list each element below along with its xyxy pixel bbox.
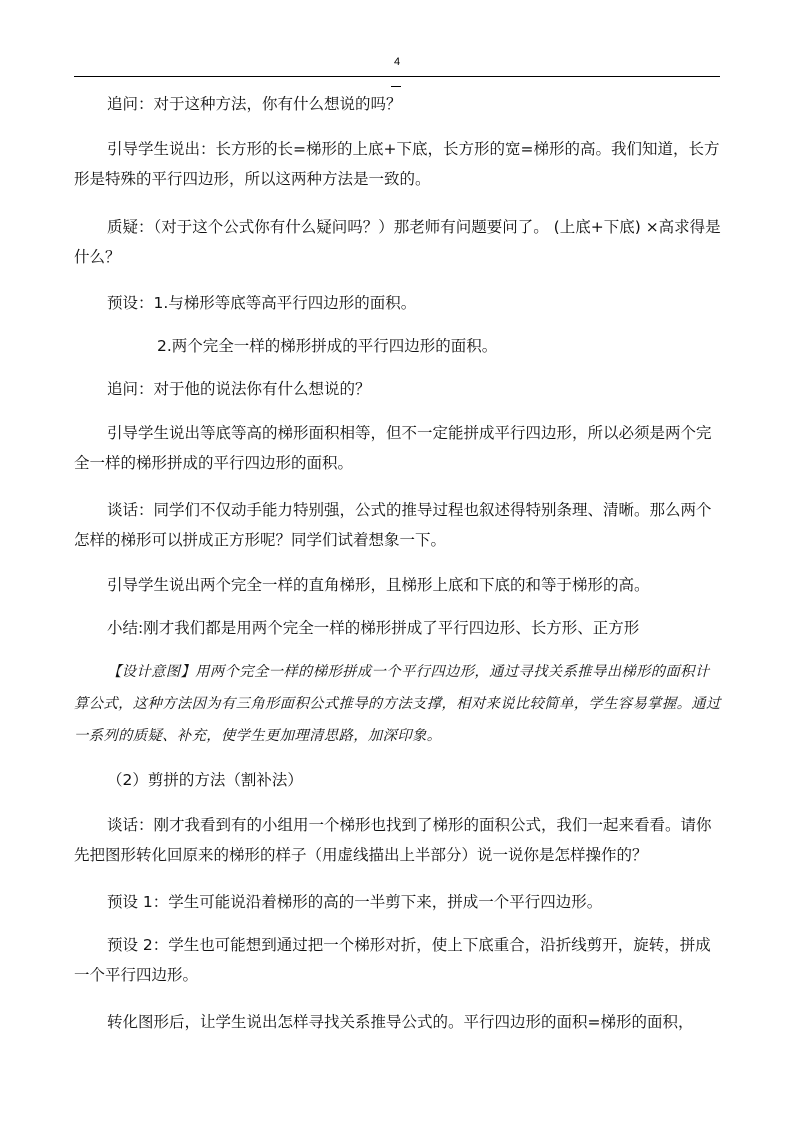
paragraph-guide-right-trapezoid: 引导学生说出两个完全一样的直角梯形，且梯形上底和下底的和等于梯形的高。 [107, 576, 650, 594]
paragraph-guide-equal-area: 引导学生说出等底等高的梯形面积相等，但不一定能拼成平行四边形，所以必须是两个完全一样的梯形拼成的平行四边形的面积。 [74, 424, 712, 472]
page-header [74, 54, 720, 77]
paragraph-guide-rectangle: 引导学生说出：长方形的长=梯形的上底+下底，长方形的宽=梯形的高。我们知道，长方形是特殊的平行四边形，所以这两种方法是一致的。 [74, 140, 720, 188]
paragraph-preset-1: 预设：1.与梯形等底等高平行四边形的面积。 [107, 294, 417, 312]
paragraph-follow-up-2: 追问：对于他的说法你有什么想说的？ [107, 380, 371, 398]
page-number: 4 [393, 56, 401, 68]
paragraph-preset-fold: 预设 2：学生也可能想到通过把一个梯形对折，使上下底重合，沿折线剪开，旋转，拼成一个平行四边形。 [74, 936, 711, 984]
paragraph-summary: 小结:刚才我们都是用两个完全一样的梯形拼成了平行四边形、长方形、正方形 [107, 619, 640, 637]
paragraph-talk-one-trapezoid: 谈话：刚才我看到有的小组用一个梯形也找到了梯形的面积公式，我们一起来看看。请你先把图形转化回原来的梯形的样子（用虚线描出上半部分）说一说你是怎样操作的？ [74, 816, 712, 864]
section-heading-cut-paste: （2）剪拼的方法（割补法） [107, 771, 303, 789]
page-number-underline [391, 86, 401, 87]
paragraph-follow-up-question: 追问：对于这种方法，你有什么想说的吗？ [107, 95, 402, 113]
paragraph-talk-square: 谈话：同学们不仅动手能力特别强，公式的推导过程也叙述得特别条理、清晰。那么两个怎样的梯形可以拼成正方形呢？同学们试着想象一下。 [74, 501, 712, 549]
paragraph-question-formula: 质疑：（对于这个公式你有什么疑问吗？）那老师有问题要问了。 (上底+下底) ×高求得是什么？ [74, 218, 721, 266]
paragraph-derive-formula: 转化图形后，让学生说出怎样寻找关系推导公式的。平行四边形的面积=梯形的面积， [107, 1013, 694, 1031]
paragraph-design-intent: 【设计意图】用两个完全一样的梯形拼成一个平行四边形，通过寻找关系推导出梯形的面积计算公式，这种方法因为有三角形面积公式推导的方法支撑，相对来说比较简单，学生容易掌握。通过一系列的质疑、补充，使学生更加理清思路，加深印象。 [74, 664, 721, 744]
paragraph-preset-2: 2.两个完全一样的梯形拼成的平行四边形的面积。 [157, 337, 498, 355]
paragraph-preset-cut-half: 预设 1：学生可能说沿着梯形的高的一半剪下来，拼成一个平行四边形。 [107, 893, 603, 911]
